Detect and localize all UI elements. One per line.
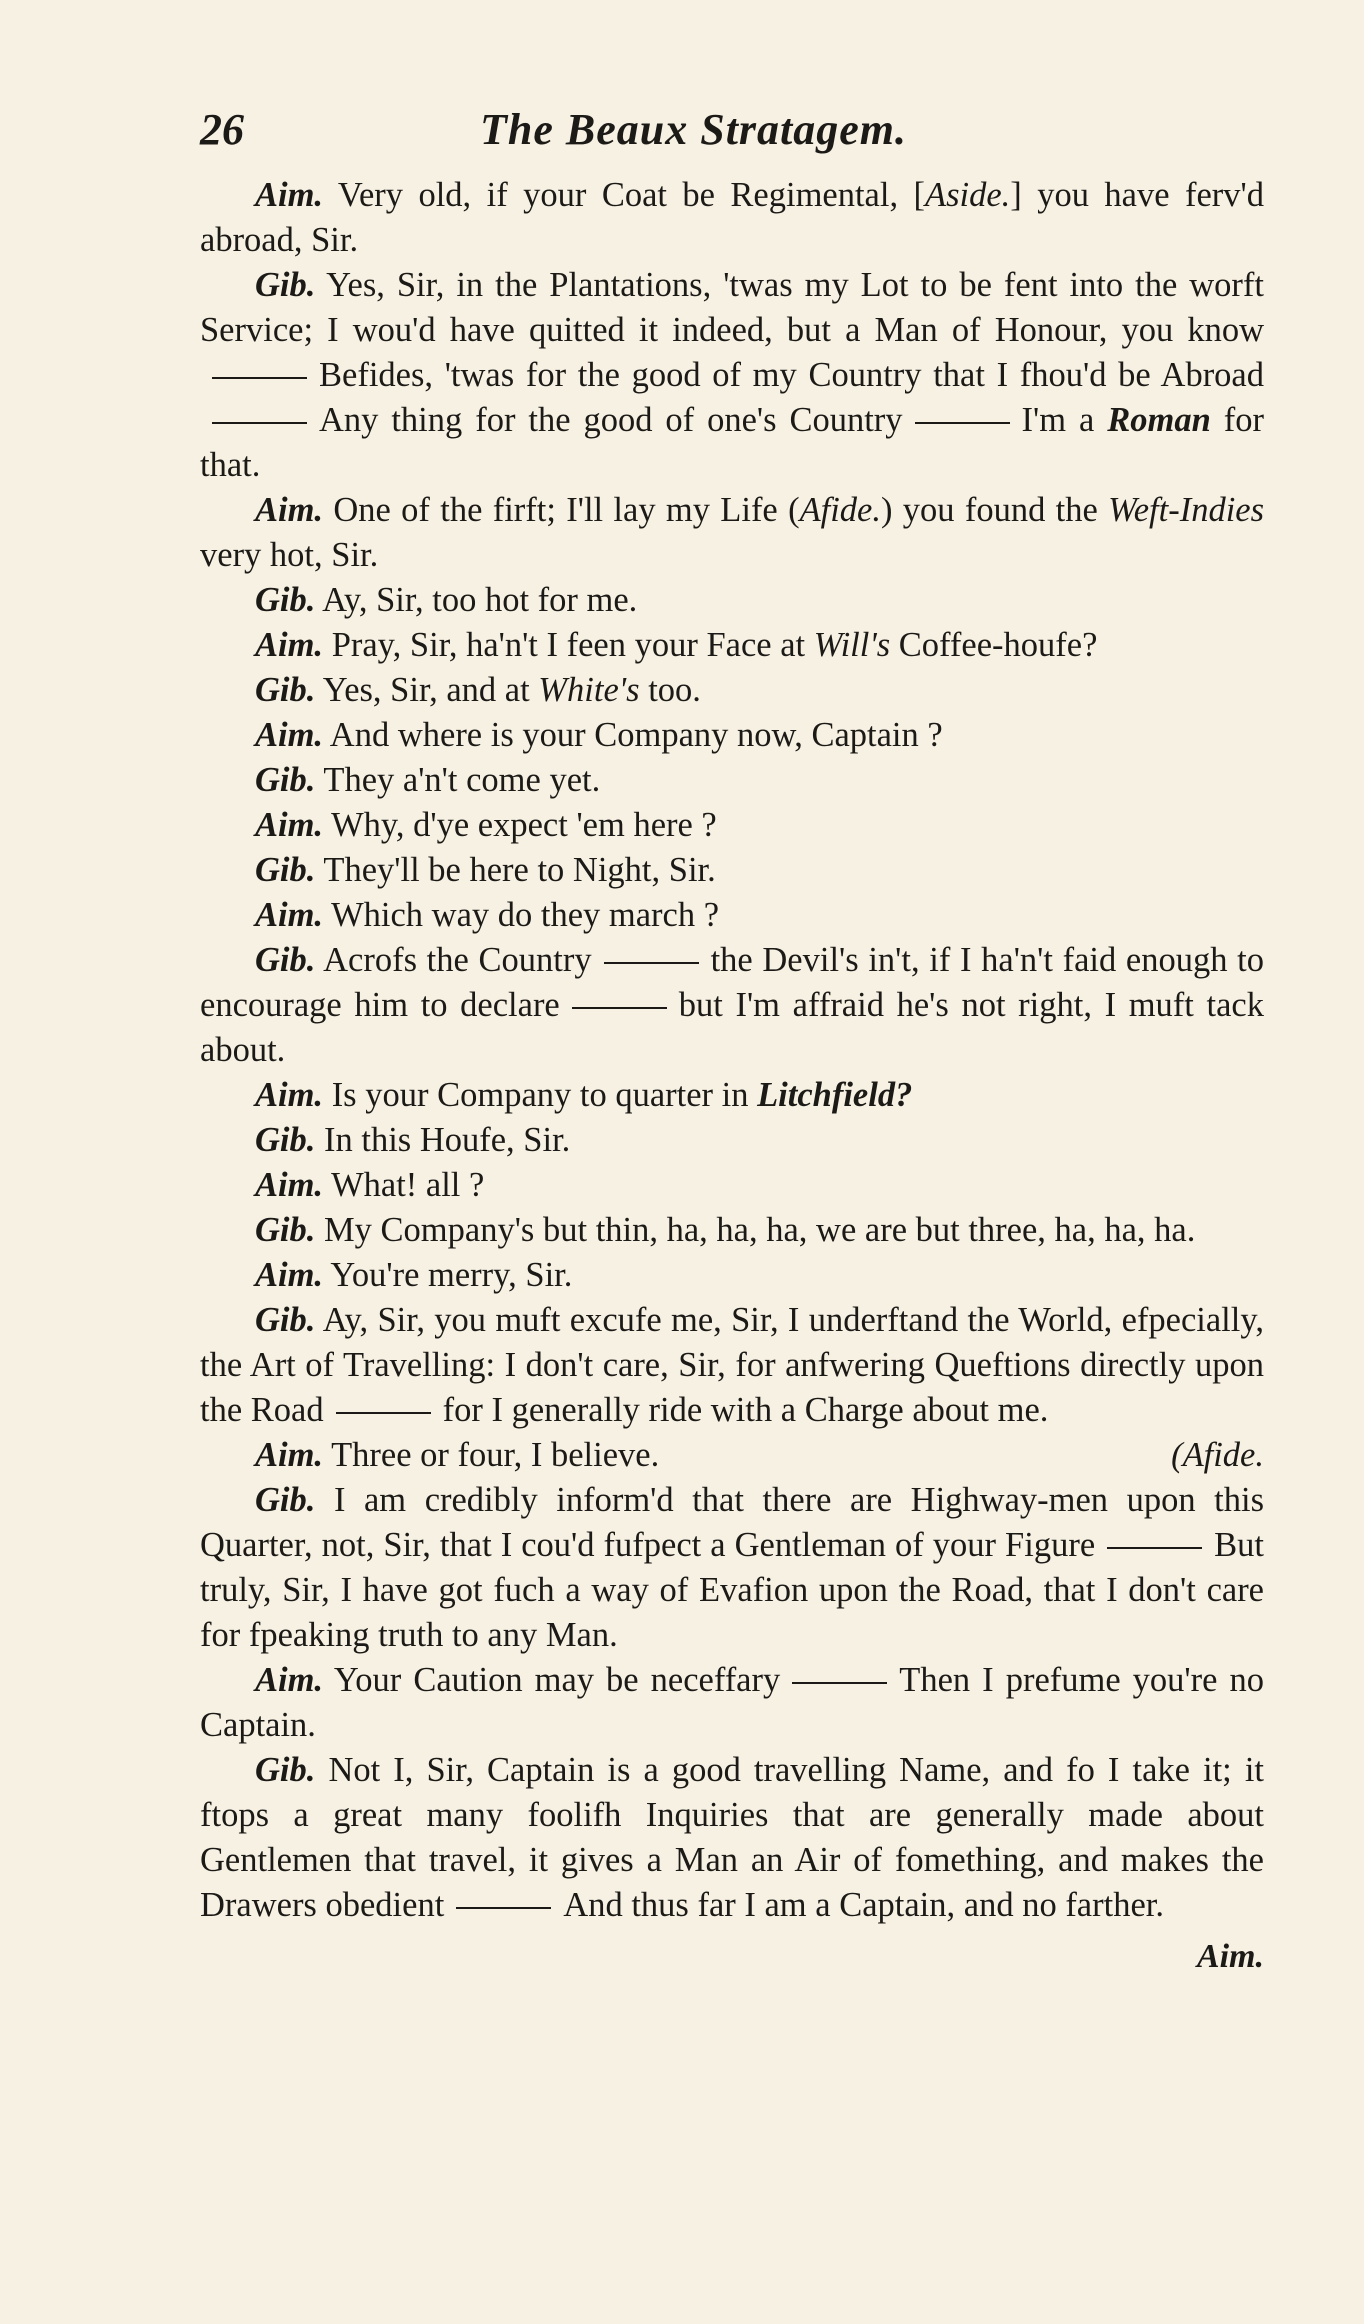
dash-rule	[572, 1007, 667, 1009]
speech	[200, 758, 1264, 803]
speech-text: Befides, 'twas for the good of my Country that I fhou'd be Abroad	[319, 356, 1264, 394]
speaker-aim: Aim.	[255, 716, 324, 754]
dash-rule	[456, 1907, 551, 1909]
speech-text: Then I prefume you're no Captain.	[200, 1661, 1264, 1744]
dash-rule	[336, 1412, 431, 1414]
speech-text: Your Caution may be neceffary	[333, 1661, 781, 1699]
place-name: Will's	[813, 626, 891, 664]
speaker-aim: Aim.	[255, 1256, 324, 1294]
speech	[200, 1208, 1264, 1253]
speech-text: Any thing for the good of one's Country	[319, 401, 903, 439]
speaker-aim: Aim.	[255, 176, 324, 214]
speaker-gib: Gib.	[255, 1751, 316, 1789]
catchword: Aim.	[1196, 1938, 1264, 1975]
speech-text: Three or four, I believe.	[331, 1436, 660, 1474]
speaker-aim: Aim.	[255, 1436, 324, 1474]
speaker-gib: Gib.	[255, 1481, 316, 1519]
speech-text: You're merry, Sir.	[330, 1256, 573, 1294]
speech-text: too.	[648, 671, 701, 709]
speech	[200, 488, 1264, 578]
speech-text: In this Houfe, Sir.	[324, 1121, 571, 1159]
speaker-gib: Gib.	[255, 581, 316, 619]
speech	[200, 1658, 1264, 1748]
speaker-aim: Aim.	[255, 1661, 324, 1699]
speech-text: Ay, Sir, you muft excufe me, Sir, I underftand the World, efpecially, the Art of Travelling: I don't care, Sir, for anfwering Queftions directly upon the Road	[200, 1301, 1264, 1429]
dash-rule	[212, 422, 307, 424]
speech-text: They'll be here to Night, Sir.	[323, 851, 716, 889]
speaker-gib: Gib.	[255, 851, 316, 889]
speaker-gib: Gib.	[255, 761, 316, 799]
speaker-gib: Gib.	[255, 671, 316, 709]
speech-text: Which way do they march ?	[331, 896, 720, 934]
speaker-gib: Gib.	[255, 1121, 316, 1159]
speech-text: very hot, Sir.	[200, 536, 379, 574]
speech-text: But truly, Sir, I have got fuch a way of Evafion upon the Road, that I don't care for fpeaking truth to any Man.	[200, 1526, 1264, 1654]
speech-text: the Devil's in't, if I ha'n't faid enough to encourage him to declare	[200, 941, 1264, 1024]
stage-direction: Afide.	[799, 491, 881, 529]
emphasis: Roman	[1107, 401, 1211, 439]
speech-text: What! all ?	[331, 1166, 485, 1204]
place-name: Weft-Indies	[1108, 491, 1265, 529]
dash-rule	[1107, 1547, 1202, 1549]
speech	[200, 173, 1264, 263]
speech	[200, 1073, 1264, 1118]
speech	[200, 1478, 1264, 1658]
speech-text: And thus far I am a Captain, and no farther.	[563, 1886, 1164, 1924]
speaker-aim: Aim.	[255, 896, 324, 934]
speech-text: One of the firft; I'll lay my Life (	[333, 491, 800, 529]
speaker-aim: Aim.	[255, 1076, 324, 1114]
speech-text: My Company's but thin, ha, ha, ha, we are but three, ha, ha, ha.	[324, 1211, 1196, 1249]
speaker-gib: Gib.	[255, 1211, 316, 1249]
speech	[200, 803, 1264, 848]
speech	[200, 578, 1264, 623]
speech-text: ) you found the	[881, 491, 1098, 529]
speaker-aim: Aim.	[255, 491, 324, 529]
speech	[200, 1298, 1264, 1433]
running-title: The Beaux Stratagem.	[480, 105, 908, 154]
speech	[200, 938, 1264, 1073]
speech	[200, 1433, 1264, 1478]
place-name: White's	[538, 671, 640, 709]
speaker-aim: Aim.	[255, 626, 324, 664]
dash-rule	[915, 422, 1010, 424]
dash-rule	[792, 1682, 887, 1684]
speech-text: but I'm affraid he's not right, I muft tack about.	[200, 986, 1264, 1069]
dash-rule	[604, 962, 699, 964]
dash-rule	[212, 377, 307, 379]
speech-text: Not I, Sir, Captain is a good travelling Name, and fo I take it; it ftops a great many foolifh Inquiries that are generally made about Gentlemen that travel, it gives a Man an Air of fomething, and makes the Drawers obedient	[200, 1751, 1265, 1924]
speaker-gib: Gib.	[255, 941, 316, 979]
stage-direction: Aside.	[925, 176, 1011, 214]
speech-text: Is your Company to quarter in	[331, 1076, 749, 1114]
stage-direction: (Afide.	[1171, 1436, 1264, 1474]
speech	[200, 263, 1264, 488]
page-number: 26	[200, 105, 244, 154]
speaker-aim: Aim.	[255, 1166, 324, 1204]
speaker-gib: Gib.	[255, 1301, 316, 1339]
speech-text: Yes, Sir, in the Plantations, 'twas my Lot to be fent into the worft Service; I wou'd have quitted it indeed, but a Man of Honour, you know	[200, 266, 1264, 349]
speech-text: Ay, Sir, too hot for me.	[322, 581, 638, 619]
speech-text: Why, d'ye expect 'em here ?	[331, 806, 717, 844]
place-name: Litchfield?	[757, 1076, 913, 1114]
speech	[200, 893, 1264, 938]
speech-text: They a'n't come yet.	[323, 761, 601, 799]
speech	[200, 668, 1264, 713]
speech-text: for that.	[200, 401, 1264, 484]
speech-text: Acrofs the Country	[323, 941, 592, 979]
speech-text: for I generally ride with a Charge about me.	[442, 1391, 1049, 1429]
speaker-aim: Aim.	[255, 806, 324, 844]
speech	[200, 1253, 1264, 1298]
dialogue-text	[200, 173, 1264, 1928]
speech	[200, 1118, 1264, 1163]
speech	[200, 1163, 1264, 1208]
speech-text: Pray, Sir, ha'n't I feen your Face at	[331, 626, 806, 664]
speech	[200, 713, 1264, 758]
speech-text: I'm a	[1021, 401, 1095, 439]
speech-text: Yes, Sir, and at	[322, 671, 530, 709]
speech-text: Very old, if your Coat be Regimental, [	[337, 176, 926, 214]
speaker-gib: Gib.	[255, 266, 316, 304]
speech-text: ] you have ferv'd abroad, Sir.	[200, 176, 1264, 259]
speech	[200, 1748, 1264, 1928]
speech-text: Coffee-houfe?	[898, 626, 1098, 664]
speech	[200, 623, 1264, 668]
speech-text: And where is your Company now, Captain ?	[329, 716, 943, 754]
speech	[200, 848, 1264, 893]
speech-text: I am credibly inform'd that there are Highway-men upon this Quarter, not, Sir, that I cou'd fufpect a Gentleman of your Figure	[200, 1481, 1265, 1564]
page-header	[200, 104, 1264, 155]
